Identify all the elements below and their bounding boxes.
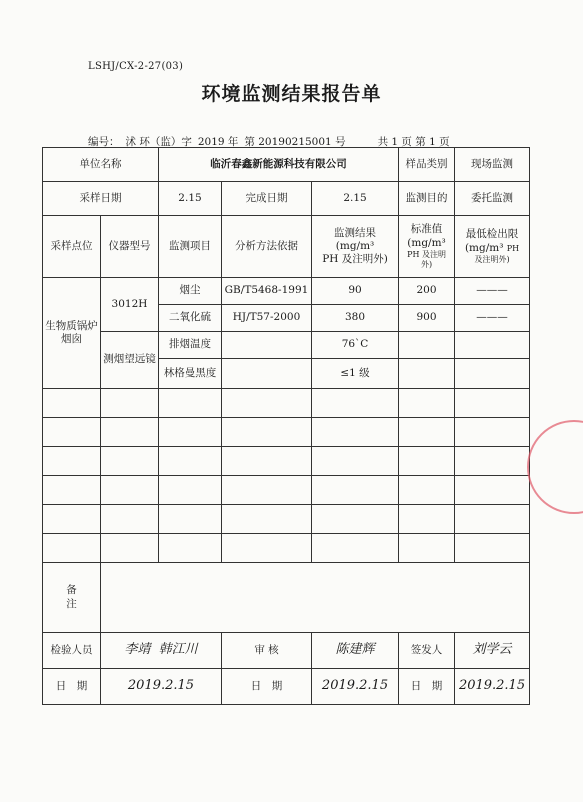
standard-value: 200	[399, 278, 455, 305]
col-limit-line2	[457, 242, 527, 255]
unit-row	[43, 148, 530, 182]
purpose-value: 委托监测	[455, 182, 530, 216]
review-signature: 陈建辉	[312, 633, 399, 669]
inspector-date: 2019.2.15	[101, 669, 222, 705]
issuer-label: 签发人	[399, 633, 455, 669]
standard-value: 900	[399, 305, 455, 332]
col-limit-unit: (mg/m³	[464, 241, 504, 254]
col-standard-line4: 外)	[420, 259, 433, 269]
site-value: 生物质锅炉烟囱	[43, 278, 101, 389]
method-value: GB/T5468-1991	[222, 278, 312, 305]
seal-stamp	[527, 420, 583, 514]
remarks-label-top: 备	[66, 584, 77, 597]
signature-row	[43, 633, 530, 669]
inspector-signature-2: 韩江川	[158, 642, 198, 658]
report-number: 第 20190215001 号	[244, 136, 346, 148]
col-result-line3: PH 及注明外)	[322, 253, 388, 266]
col-result-line1: 监测结果	[334, 226, 377, 239]
inspector-signature-1: 李靖	[124, 642, 151, 658]
col-result-line2: (mg/m³	[335, 239, 375, 252]
col-result	[312, 216, 399, 278]
standard-value	[399, 359, 455, 389]
remarks-label-bottom: 注	[66, 597, 77, 610]
limit-value: ———	[455, 278, 530, 305]
empty-row	[43, 476, 530, 505]
col-instrument: 仪器型号	[101, 216, 159, 278]
inspector-date-label: 日 期	[43, 669, 101, 705]
sampling-date-label: 采样日期	[43, 182, 159, 216]
item-value: 林格曼黑度	[159, 359, 222, 389]
col-limit-line1: 最低检出限	[465, 228, 519, 241]
sample-type-value: 现场监测	[455, 148, 530, 182]
column-header-row	[43, 216, 530, 278]
col-standard-line1: 标准值	[410, 223, 443, 236]
date-row	[43, 182, 530, 216]
limit-value	[455, 359, 530, 389]
sampling-date-value: 2.15	[159, 182, 222, 216]
inspector-signature	[101, 633, 222, 669]
col-standard-line2: (mg/m³	[407, 236, 446, 249]
col-standard-line3: PH 及注明	[407, 249, 446, 259]
remarks-row	[43, 563, 530, 633]
empty-row	[43, 505, 530, 534]
purpose-label: 监测目的	[399, 182, 455, 216]
col-limit-ph: PH	[506, 243, 520, 253]
empty-row	[43, 389, 530, 418]
empty-row	[43, 447, 530, 476]
review-date: 2019.2.15	[312, 669, 399, 705]
completion-date-value: 2.15	[312, 182, 399, 216]
result-value: 380	[312, 305, 399, 332]
instrument-value-1: 3012H	[101, 278, 159, 332]
result-value: ≤1 级	[312, 359, 399, 389]
unit-name-label: 单位名称	[43, 148, 159, 182]
limit-value	[455, 332, 530, 359]
table-row	[43, 278, 530, 305]
col-limit	[455, 216, 530, 278]
number-prefix: 编号：	[88, 136, 120, 148]
col-standard	[399, 216, 455, 278]
table-row	[43, 332, 530, 359]
item-value: 烟尘	[159, 278, 222, 305]
page-count: 共 1 页 第 1 页	[377, 136, 450, 148]
item-value: 二氧化硫	[159, 305, 222, 332]
report-title: 环境监测结果报告单	[201, 83, 382, 105]
completion-date-label: 完成日期	[222, 182, 312, 216]
result-value: 90	[312, 278, 399, 305]
col-site: 采样点位	[43, 216, 101, 278]
instrument-value-2: 测烟望远镜	[101, 332, 159, 389]
sample-type-label: 样品类别	[399, 148, 455, 182]
review-label: 审 核	[222, 633, 312, 669]
remarks-label	[43, 563, 101, 633]
issuer-signature: 刘学云	[455, 633, 530, 669]
report-table	[42, 147, 530, 705]
method-value	[222, 332, 312, 359]
col-item: 监测项目	[159, 216, 222, 278]
col-method: 分析方法依据	[222, 216, 312, 278]
remarks-content	[101, 563, 530, 633]
method-value: HJ/T57-2000	[222, 305, 312, 332]
empty-row	[43, 418, 530, 447]
number-word: 沭 环（监）字	[125, 136, 192, 148]
col-limit-line3: 及注明外)	[474, 254, 510, 264]
date-signature-row	[43, 669, 530, 705]
result-value: 76`C	[312, 332, 399, 359]
issuer-date: 2019.2.15	[455, 669, 530, 705]
inspector-label: 检验人员	[43, 633, 101, 669]
item-value: 排烟温度	[159, 332, 222, 359]
document-code: LSHJ/CX-2-27(03)	[88, 61, 184, 72]
empty-row	[43, 534, 530, 563]
unit-name-value: 临沂春鑫新能源科技有限公司	[159, 148, 399, 182]
issuer-date-label: 日 期	[399, 669, 455, 705]
review-date-label: 日 期	[222, 669, 312, 705]
method-value	[222, 359, 312, 389]
standard-value	[399, 332, 455, 359]
report-year: 2019 年	[197, 136, 239, 148]
limit-value: ———	[455, 305, 530, 332]
